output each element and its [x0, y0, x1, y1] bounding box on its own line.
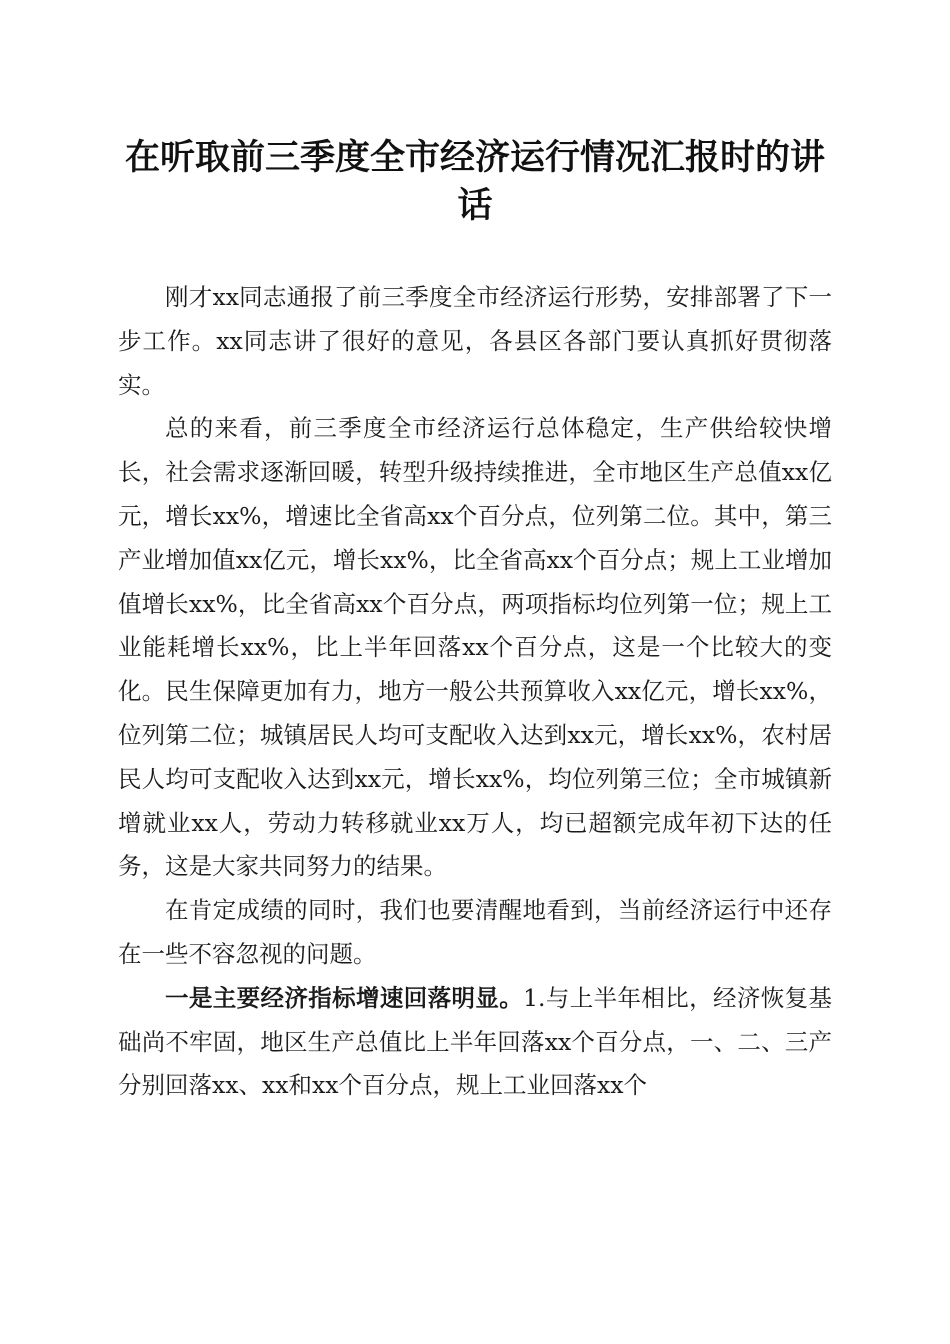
document-body	[118, 276, 832, 1108]
paragraph-4	[118, 977, 832, 1108]
paragraph-4-text: 1.与上半年相比，经济恢复基础尚不牢固，地区生产总值比上半年回落xx个百分点，一、二、三产分别回落xx、xx和xx个百分点，规上工业回落xx个	[118, 983, 833, 1100]
paragraph-2: 总的来看，前三季度全市经济运行总体稳定，生产供给较快增长，社会需求逐渐回暖，转型升级持续推进，全市地区生产总值xx亿元，增长xx%，增速比全省高xx个百分点，位列第二位。其中，第三产业增加值xx亿元，增长xx%，比全省高xx个百分点；规上工业增加值增长xx%，比全省高xx个百分点，两项指标均位列第一位；规上工业能耗增长xx%，比上半年回落xx个百分点，这是一个比较大的变化。民生保障更加有力，地方一般公共预算收入xx亿元，增长xx%，位列第二位；城镇居民人均可支配收入达到xx元，增长xx%，农村居民人均可支配收入达到xx元，增长xx%，均位列第三位；全市城镇新增就业xx人，劳动力转移就业xx万人，均已超额完成年初下达的任务，这是大家共同努力的结果。	[118, 414, 832, 881]
paragraph-1: 刚才xx同志通报了前三季度全市经济运行形势，安排部署了下一步工作。xx同志讲了很好的意见，各县区各部门要认真抓好贯彻落实。	[118, 283, 832, 399]
paragraph-3: 在肯定成绩的同时，我们也要清醒地看到，当前经济运行中还存在一些不容忽视的问题。	[118, 896, 832, 968]
document-title: 在听取前三季度全市经济运行情况汇报时的讲话	[124, 137, 825, 226]
paragraph-4-lead: 一是主要经济指标增速回落明显。	[165, 983, 524, 1012]
